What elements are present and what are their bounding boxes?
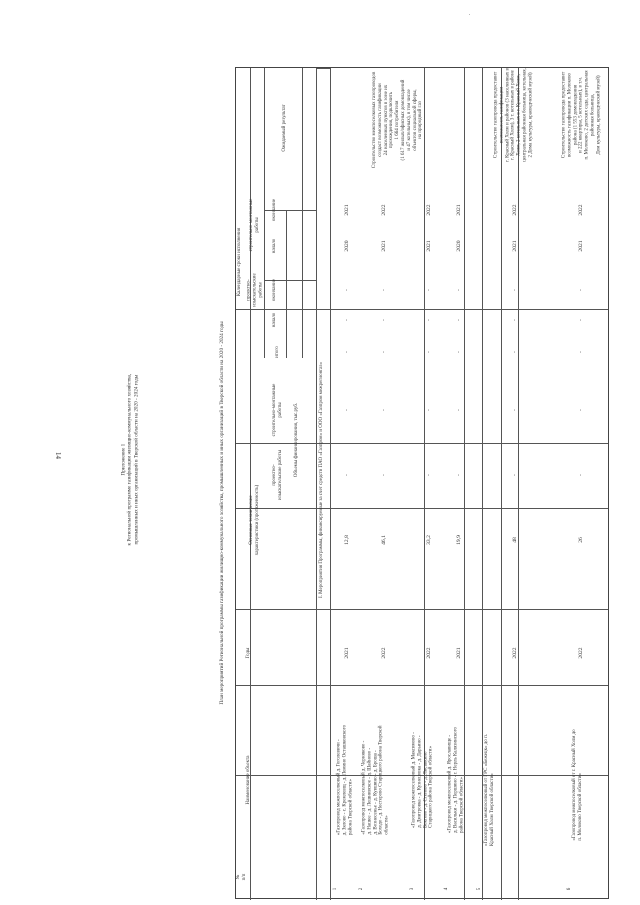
document-title xyxy=(212,160,232,860)
row-rule xyxy=(236,309,608,310)
appendix-line-3: промышленных и иных организаций в Тверской области на 2020 - 2024 годы xyxy=(133,374,140,545)
col-rule xyxy=(330,68,331,900)
row-rule xyxy=(236,443,608,444)
appendix-block xyxy=(110,230,150,670)
col-rule xyxy=(501,68,502,900)
row-rule xyxy=(236,685,608,686)
document-title-text: План мероприятий Региональной программы газификации жилищно-коммунального хозяйства, промышленных и иных организаций в Тверской области на 2020 - 2024 годы xyxy=(219,321,225,705)
col-rule xyxy=(518,68,519,900)
col-rule xyxy=(316,68,317,900)
scan-speck xyxy=(469,14,470,15)
header-rule xyxy=(286,210,287,358)
row-rule xyxy=(236,508,608,509)
appendix-line-1: Приложение 1 xyxy=(120,443,127,476)
page-number: 14 xyxy=(54,452,62,459)
appendix-line-2: к Региональной программе газификации жилищно-коммунального хозяйства, xyxy=(126,373,133,546)
header-rule xyxy=(302,68,303,358)
header-rule xyxy=(264,68,265,358)
col-rule xyxy=(482,68,483,900)
row-rule xyxy=(236,609,608,610)
section-rule xyxy=(316,68,330,69)
